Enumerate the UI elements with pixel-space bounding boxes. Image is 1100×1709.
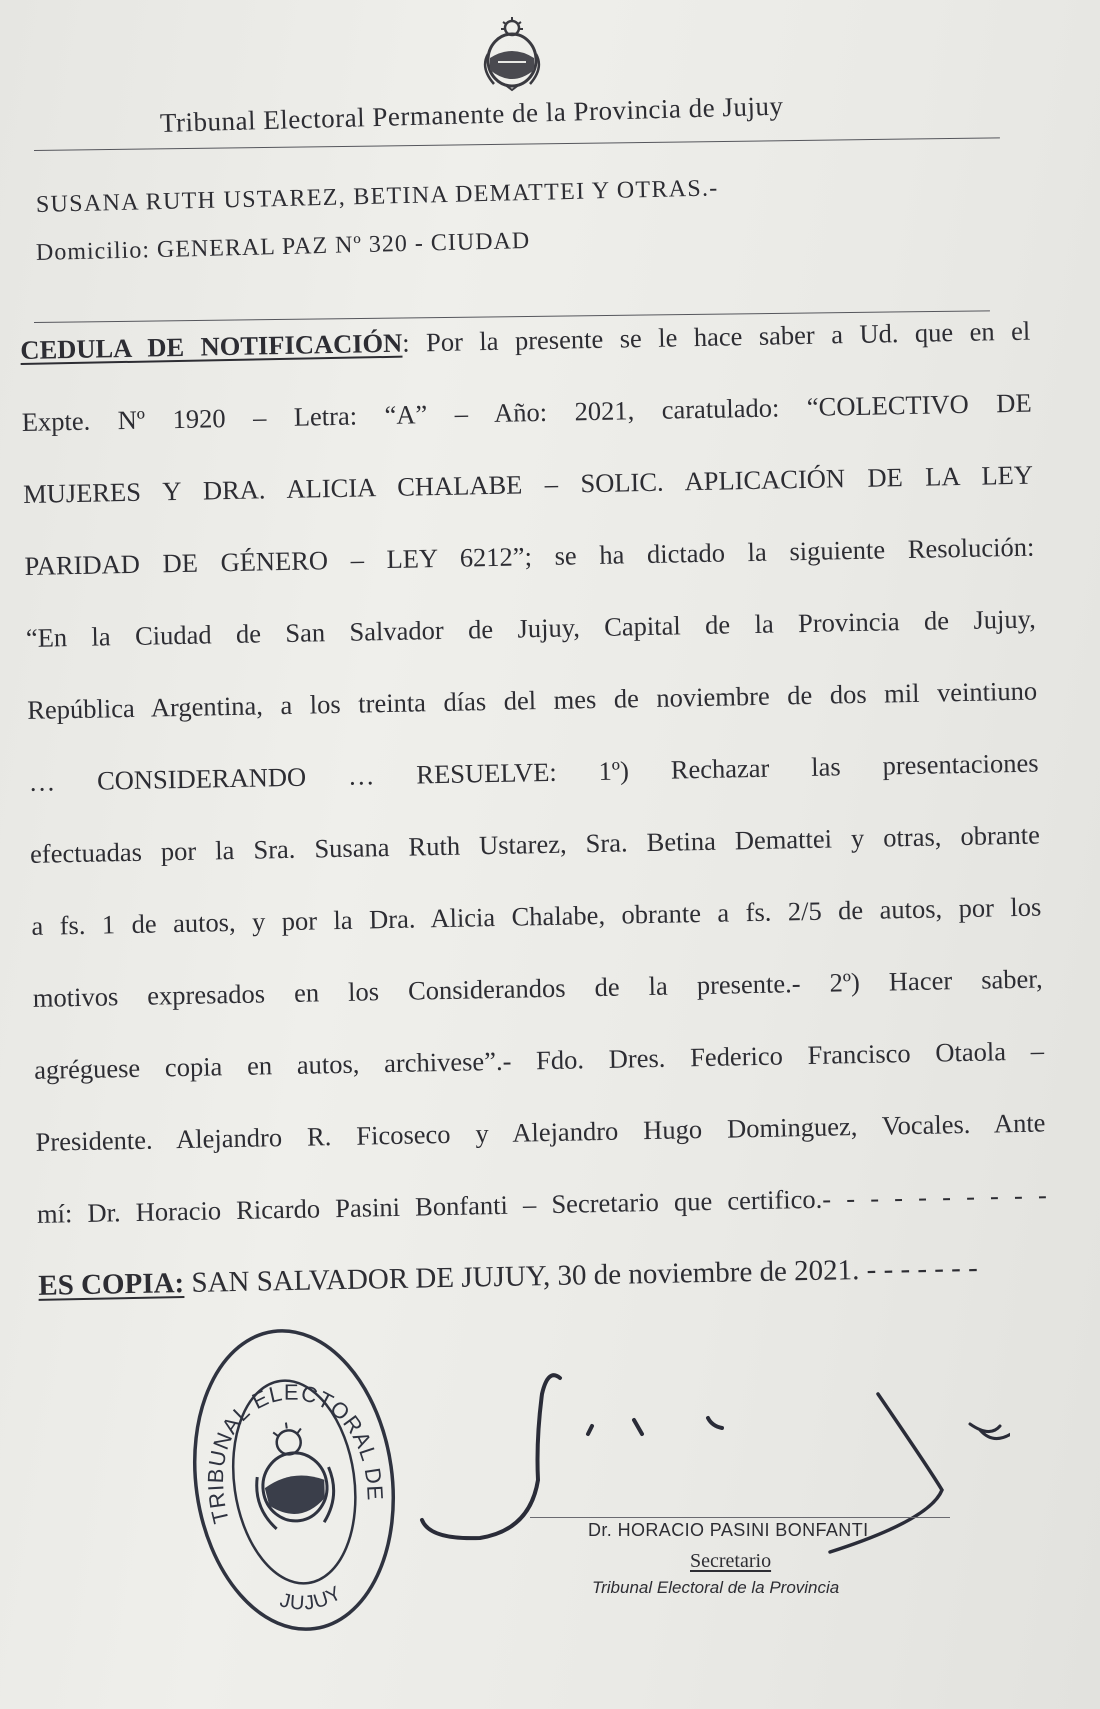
body-line: motivos expresados en los Considerandos de la presente.- 2º) Hacer saber,	[32, 963, 1043, 1013]
body-line: Presidente. Alejandro R. Ficoseco y Alejandro Hugo Dominguez, Vocales. Ante	[35, 1107, 1046, 1157]
cedula-intro: : Por la presente se le hace saber a Ud. que en el	[401, 315, 1031, 358]
header-divider	[34, 137, 1000, 151]
svg-text:JUJUY	[275, 1581, 347, 1619]
signatory-organization: Tribunal Electoral de la Provincia	[592, 1578, 840, 1597]
body-line: Expte. Nº 1920 – Letra: “A” – Año: 2021, caratulado: “COLECTIVO DE	[21, 387, 1032, 437]
body-line: mí: Dr. Horacio Ricardo Pasini Bonfanti – Secretario que certifico.- - - - - - - - - -	[36, 1179, 1048, 1229]
body-line: República Argentina, a los treinta días del mes de noviembre de dos mil veintiuno	[27, 675, 1038, 725]
recipient-address: Domicilio: GENERAL PAZ Nº 320 - CIUDAD	[35, 227, 531, 266]
signatory-name: Dr. HORACIO PASINI BONFANTI	[588, 1520, 869, 1540]
notification-body	[20, 311, 1049, 1338]
es-copia-label: ES COPIA:	[38, 1267, 185, 1302]
tribunal-header: Tribunal Electoral Permanente de la Provincia de Jujuy	[159, 90, 784, 138]
body-line: efectuadas por la Sra. Susana Ruth Ustarez, Sra. Betina Demattei y otras, obrante	[29, 819, 1041, 869]
seal-bottom-text: JUJUY	[277, 1581, 346, 1615]
es-copia-text: SAN SALVADOR DE JUJUY, 30 de noviembre de 2021. - - - - - - -	[183, 1251, 979, 1300]
seal-text: TRIBUNAL ELECTORAL DE	[202, 1379, 388, 1526]
body-line: agréguese copia en autos, archivese”.- Fdo. Dres. Federico Francisco Otaola –	[33, 1035, 1045, 1085]
body-line: MUJERES Y DRA. ALICIA CHALABE – SOLIC. APLICACIÓN DE LA LEY	[22, 459, 1034, 509]
tribunal-seal-stamp	[184, 1322, 404, 1638]
provincial-crest-icon	[472, 14, 552, 92]
cedula-label: CEDULA DE NOTIFICACIÓN	[20, 327, 403, 365]
body-line: … CONSIDERANDO … RESUELVE: 1º) Rechazar las presentaciones	[28, 747, 1039, 797]
recipient-names: SUSANA RUTH USTAREZ, BETINA DEMATTEI Y OTRAS.-	[35, 175, 719, 218]
body-line: PARIDAD DE GÉNERO – LEY 6212”; se ha dictado la siguiente Resolución:	[24, 531, 1035, 581]
signature-line	[530, 1517, 950, 1518]
body-line: “En la Ciudad de San Salvador de Jujuy, Capital de la Provincia de Jujuy,	[25, 603, 1037, 653]
body-line: a fs. 1 de autos, y por la Dra. Alicia Chalabe, obrante a fs. 2/5 de autos, por los	[31, 891, 1042, 941]
signatory-title: Secretario	[690, 1550, 772, 1572]
